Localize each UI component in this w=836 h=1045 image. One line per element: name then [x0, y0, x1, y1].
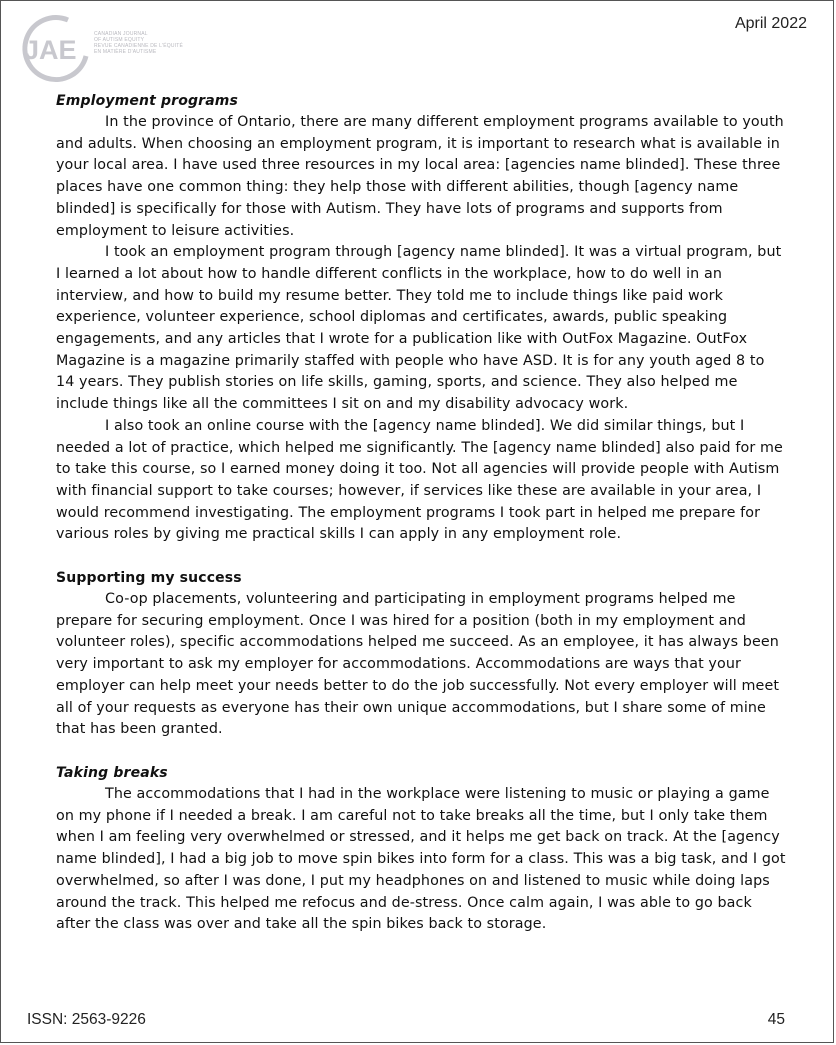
logo-line: CANADIAN JOURNAL — [94, 31, 148, 37]
logo-line: REVUE CANADIENNE DE L'ÉQUITÉ — [94, 43, 184, 49]
issue-date: April 2022 — [734, 15, 807, 32]
logo-line: EN MATIÈRE D'AUTISME — [94, 49, 157, 55]
paragraph: The accommodations that I had in the workplace were listening to music or playing a game on my phone if I needed a break. I am careful not to take breaks all the time, but I only take them when I am feeling very overwhelmed or stressed, and it helps me get back on track. At the [agency name blinded], I had a big job to move spin bikes into form for a class. This was a big task, and I got overwhelmed, so after I was done, I put my headphones on and listened to music while doing laps around the track. This helped me refocus and de-stress. Once calm again, I was able to go back after the class was over and take all the spin bikes back to storage. — [56, 785, 786, 933]
article-body — [56, 90, 786, 936]
section-spacer — [56, 741, 786, 762]
logo-wordmark — [94, 31, 183, 55]
paragraph: In the province of Ontario, there are many different employment programs available to youth and adults. When choosing an employment program, it is important to research what is available in your local area. I have used three resources in my local area: [agencies name blinded]. These three places have one common thing: they help those with different abilities, though [agency name blinded] is specifically for those with Autism. They have lots of programs and supports from employment to leisure activities. — [56, 114, 784, 239]
section-heading: Supporting my success — [56, 570, 242, 587]
paragraph: I took an employment program through [agency name blinded]. It was a virtual program, but I learned a lot about how to handle different conflicts in the workplace, how to do well in an interview, and how to build my resume better. They told me to include things like paid work experience, volunteer experience, school diplomas and certificates, awards, public speaking engagements, and any articles that I wrote for a publication like with OutFox Magazine. OutFox Magazine is a magazine primarily staffed with people who have ASD. It is for any youth aged 8 to 14 years. They publish stories on life skills, gaming, sports, and science. They also helped me include things like all the committees I sit on and my disability advocacy work. — [56, 244, 782, 413]
section-heading: Employment programs — [56, 93, 239, 109]
section-taking-breaks — [56, 762, 786, 936]
logo-line: OF AUTISM EQUITY — [94, 37, 145, 43]
section-spacer — [56, 546, 786, 567]
journal-logo — [20, 8, 260, 84]
issn-label: ISSN: 2563-9226 — [27, 1011, 146, 1028]
section-heading: Taking breaks — [56, 764, 168, 781]
page-number: 45 — [767, 1011, 785, 1028]
paragraph: Co-op placements, volunteering and participating in employment programs helped me prepare for securing employment. Once I was hired for a position (both in my employment and volunteer roles), specific accommodations helped me succeed. As an employee, it has always been very important to ask my employer for accommodations. Accommodations are ways that your employer can help meet your needs better to do the job successfully. Not every employer will meet all of your requests as everyone has their own unique accommodations, but I share some of mine that has been granted. — [56, 591, 780, 738]
section-supporting-success — [56, 567, 786, 741]
logo-letters: JAE — [24, 35, 77, 65]
section-employment-programs — [56, 90, 786, 546]
paragraph: I also took an online course with the [agency name blinded]. We did similar things, but I needed a lot of practice, which helped me significantly. The [agency name blinded] also paid for me to take this course, so I earned money doing it too. Not all agencies will provide people with Autism with financial support to take courses; however, if services like these are available in your area, I would recommend investigating. The employment programs I took part in helped me prepare for various roles by giving me practical skills I can apply in any employment role. — [56, 417, 783, 543]
